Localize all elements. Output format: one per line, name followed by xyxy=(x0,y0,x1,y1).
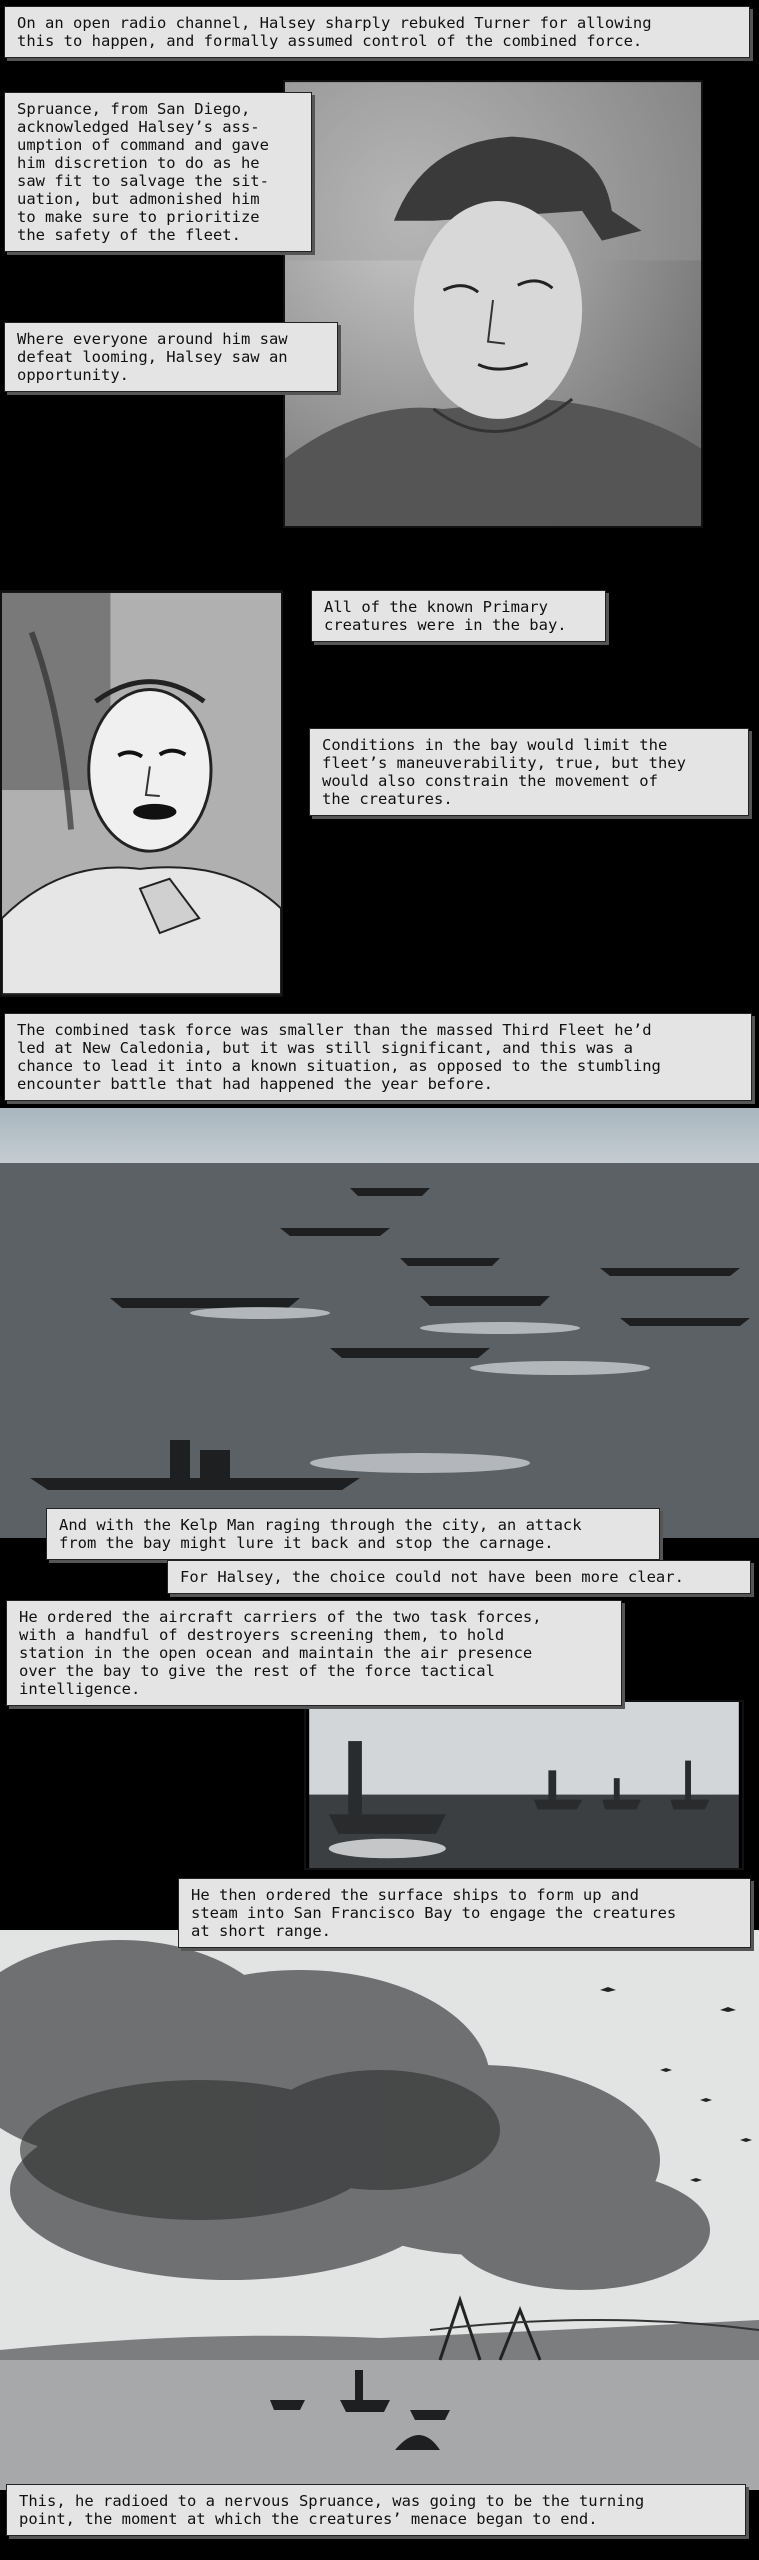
carriers-illustration xyxy=(306,1702,742,1868)
caption-primary-creatures: All of the known Primary creatures were in the bay. xyxy=(311,590,606,642)
caption-task-force: The combined task force was smaller than the massed Third Fleet he’d led at New Caledonia, but it was still significant, and this was a chance to lead it into a known situation, as opposed to the stumbling encounter battle that had happened the year before. xyxy=(4,1013,752,1101)
caption-choice-clear: For Halsey, the choice could not have been more clear. xyxy=(167,1560,751,1594)
caption-carriers-order: He ordered the aircraft carriers of the two task forces, with a handful of destroyers screening them, to hold station in the open ocean and maintain the air presence over the bay to give the rest of the force tactical intelligence. xyxy=(6,1600,622,1706)
caption-kelp-man: And with the Kelp Man raging through the city, an attack from the bay might lure it back and stop the carnage. xyxy=(46,1508,660,1560)
panel-smoke-over-bay xyxy=(0,1930,759,2490)
fleet-at-sea-illustration xyxy=(0,1108,759,1538)
caption-bay-conditions: Conditions in the bay would limit the fleet’s maneuverability, true, but they would also constrain the movement of the creatures. xyxy=(309,728,749,816)
panel-fleet-at-sea xyxy=(0,1108,759,1538)
caption-turning-point: This, he radioed to a nervous Spruance, was going to be the turning point, the moment at which the creatures’ menace began to end. xyxy=(6,2484,746,2536)
panel-halsey-cap xyxy=(283,80,703,528)
smoke-bay-illustration xyxy=(0,1930,759,2490)
caption-radio-rebuke: On an open radio channel, Halsey sharply rebuked Turner for allowing this to happen, and formally assumed control of the combined force. xyxy=(4,6,750,58)
caption-surface-ships: He then ordered the surface ships to form up and steam into San Francisco Bay to engage the creatures at short range. xyxy=(178,1878,751,1948)
panel-carriers xyxy=(304,1700,744,1870)
halsey-portrait-illustration xyxy=(2,592,281,995)
panel-halsey-portrait xyxy=(0,590,283,997)
caption-spruance-ack: Spruance, from San Diego, acknowledged Halsey’s ass- umption of command and gave him discretion to do as he saw fit to salvage the sit- uation, but admonished him to make sure to prioritize the safety of the fleet. xyxy=(4,92,312,252)
halsey-cap-illustration xyxy=(285,82,701,526)
caption-opportunity: Where everyone around him saw defeat looming, Halsey saw an opportunity. xyxy=(4,322,338,392)
